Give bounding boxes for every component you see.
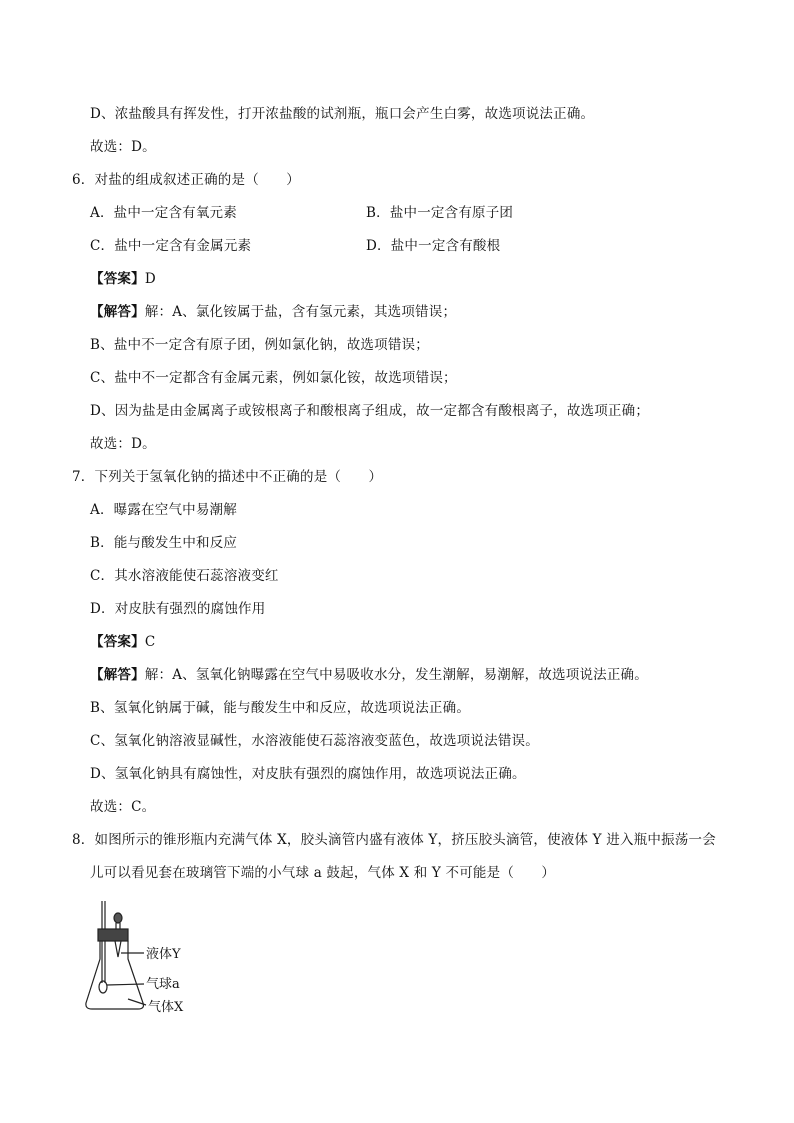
q7-explanation-b: B、氢氧化钠属于碱，能与酸发生中和反应，故选项说法正确。 — [90, 700, 471, 716]
q6-option-d: D．盐中一定含有酸根 — [366, 238, 501, 254]
label-liquid-y: 液体Y — [146, 947, 181, 962]
answer-value: C — [144, 634, 156, 650]
q6-explanation-d: D、因为盐是由金属离子或铵根离子和酸根离子组成，故一定都含有酸根离子，故选项正确； — [90, 403, 650, 419]
q6-option-b: B．盐中一定含有原子团 — [366, 205, 514, 221]
answer-tag: 【答案】 — [90, 634, 145, 650]
flask-apparatus-figure — [80, 895, 210, 1020]
q6-explanation-a — [90, 302, 456, 322]
leader-line-gas — [128, 999, 146, 1005]
q6-explanation-b: B、盐中不一定含有原子团，例如氯化钠，故选项错误； — [90, 337, 429, 353]
q7-explanation-c: C、氢氧化钠溶液显碱性，水溶液能使石蕊溶液变蓝色，故选项说法错误。 — [90, 733, 539, 749]
q6-stem: 6．对盐的组成叙述正确的是（ ） — [72, 172, 300, 188]
leader-line-balloon — [107, 984, 144, 985]
explanation-tag: 【解答】 — [90, 304, 145, 320]
q6-final-choice: 故选：D。 — [90, 436, 156, 452]
q8-stem-line-1: 8．如图所示的锥形瓶内充满气体 X，胶头滴管内盛有液体 Y，挤压胶头滴管，使液体 Y 进入瓶中振荡一会 — [72, 832, 716, 848]
dropper-bulb — [114, 913, 122, 923]
q7-option-a: A．曝露在空气中易潮解 — [90, 502, 237, 518]
q5-option-d-explanation: D、浓盐酸具有挥发性，打开浓盐酸的试剂瓶，瓶口会产生白雾，故选项说法正确。 — [90, 106, 595, 122]
q7-answer — [90, 632, 155, 652]
explanation-text: 解：A、氯化铵属于盐，含有氢元素，其选项错误； — [144, 304, 457, 320]
label-gas-x: 气体X — [148, 1000, 184, 1015]
q7-stem: 7．下列关于氢氧化钠的描述中不正确的是（ ） — [72, 469, 383, 485]
q6-option-a: A．盐中一定含有氧元素 — [90, 205, 237, 221]
label-balloon-a: 气球a — [146, 977, 180, 992]
q7-option-b: B．能与酸发生中和反应 — [90, 535, 238, 551]
answer-tag: 【答案】 — [90, 271, 145, 287]
q6-answer — [90, 269, 156, 289]
explanation-text: 解：A、氢氧化钠曝露在空气中易吸收水分，发生潮解，易潮解，故选项说法正确。 — [144, 667, 648, 683]
q8-stem-line-2: 儿可以看见套在玻璃管下端的小气球 a 鼓起，气体 X 和 Y 不可能是（ ） — [90, 865, 556, 881]
stopper — [98, 929, 128, 941]
q7-final-choice: 故选：C。 — [90, 799, 156, 815]
q7-option-c: C．其水溶液能使石蕊溶液变红 — [90, 568, 279, 584]
q6-option-c: C．盐中一定含有金属元素 — [90, 238, 252, 254]
q7-explanation-d: D、氢氧化钠具有腐蚀性，对皮肤有强烈的腐蚀作用，故选项说法正确。 — [90, 766, 526, 782]
explanation-tag: 【解答】 — [90, 667, 145, 683]
flask-body — [86, 941, 144, 1009]
q7-explanation-a — [90, 665, 648, 685]
q5-final-choice: 故选：D。 — [90, 139, 156, 155]
balloon-a — [99, 981, 107, 993]
dropper-tip — [115, 941, 121, 957]
answer-value: D — [144, 271, 156, 287]
q7-option-d: D．对皮肤有强烈的腐蚀作用 — [90, 601, 266, 617]
q6-explanation-c: C、盐中不一定都含有金属元素，例如氯化铵，故选项错误； — [90, 370, 457, 386]
